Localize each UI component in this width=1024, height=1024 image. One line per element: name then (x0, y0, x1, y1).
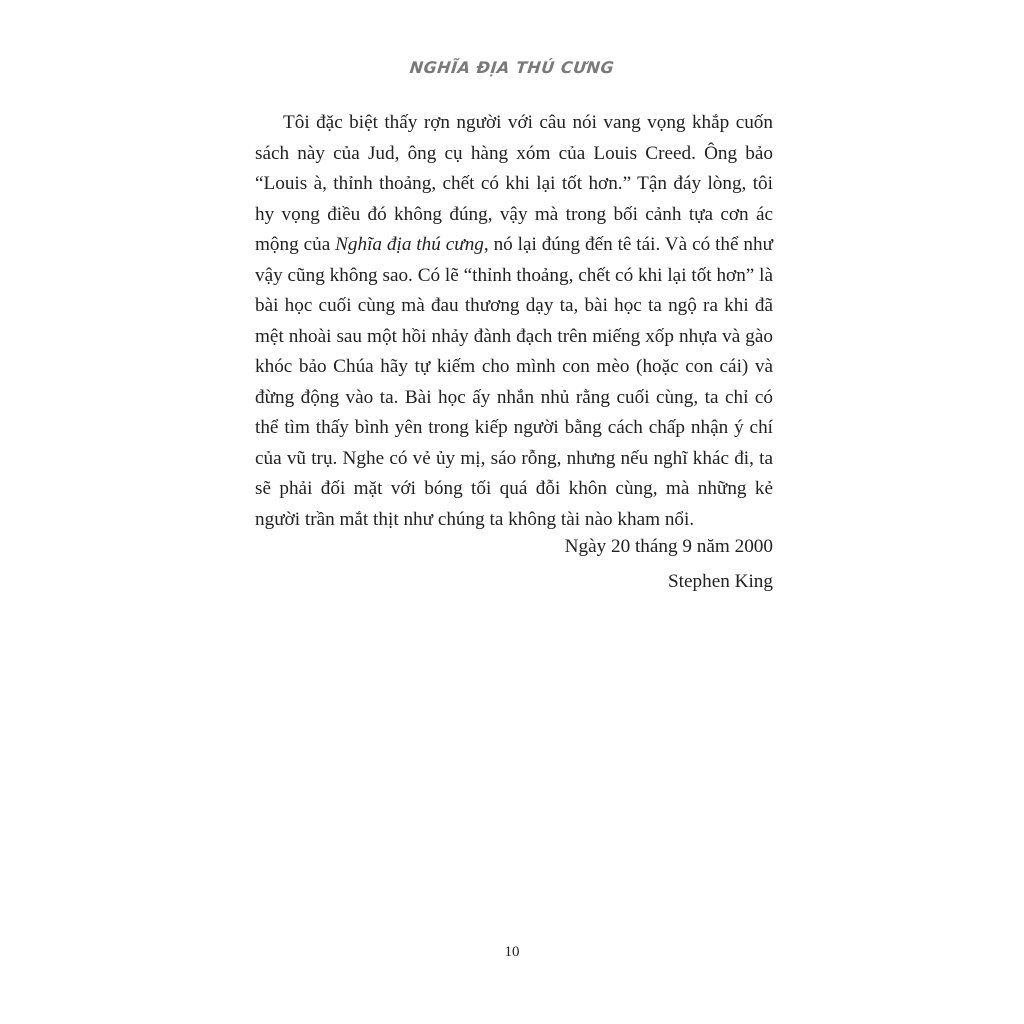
paragraph (255, 108, 773, 535)
body-text (255, 108, 773, 535)
signoff-author: Stephen King (668, 571, 773, 592)
paragraph-text-start: Tôi đặc biệt thấy rợn người với câu nói vang vọng khắp cuốn sách này của Jud, ông cụ hàng xóm của Louis Creed. Ông bảo “Louis à, thỉnh thoảng, chết có khi lại tốt hơn.” Tận đáy lòng, tôi hy vọng điều đó không đúng, vậy mà trong bối cảnh tựa cơn ác mộng của (255, 112, 773, 255)
signoff-date: Ngày 20 tháng 9 năm 2000 (564, 536, 773, 557)
running-header-title: NGHĨA ĐỊA THÚ CƯNG (408, 58, 616, 77)
page-number: 10 (504, 944, 520, 960)
paragraph-text-end: , nó lại đúng đến tê tái. Và có thể như vậy cũng không sao. Có lẽ “thỉnh thoảng, chết có khi lại tốt hơn” là bài học cuối cùng mà đau thương dạy ta, bài học ta ngộ ra khi đã mệt nhoài sau một hồi nhảy đành đạch trên miếng xốp nhựa và gào khóc bảo Chúa hãy tự kiếm cho mình con mèo (hoặc con cái) và đừng động vào ta. Bài học ấy nhắn nhủ rằng cuối cùng, ta chỉ có thể tìm thấy bình yên trong kiếp người bằng cách chấp nhận ý chí của vũ trụ. Nghe có vẻ ủy mị, sáo rỗng, nhưng nếu nghĩ khác đi, ta sẽ phải đối mặt với bóng tối quá đỗi khôn cùng, mà những kẻ người trần mắt thịt như chúng ta không tài nào kham nổi. (255, 234, 773, 530)
book-title-italic: Nghĩa địa thú cưng (335, 234, 484, 255)
